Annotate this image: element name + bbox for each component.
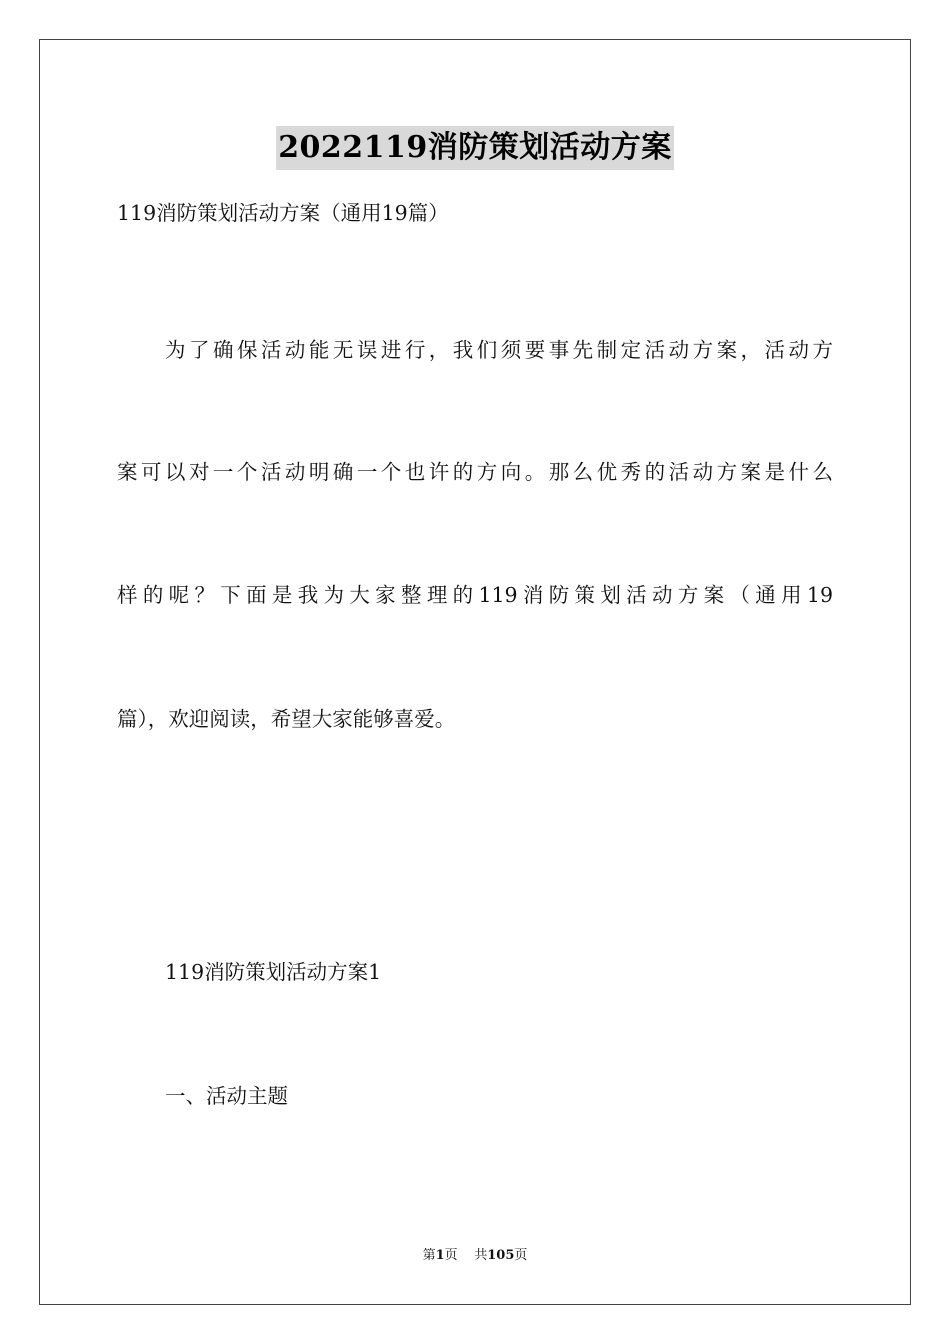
section-heading: 119消防策划活动方案1 xyxy=(165,960,382,984)
intro-line-2: 案可以对一个活动明确一个也许的方向。那么优秀的活动方案是什么 xyxy=(117,460,833,484)
footer-total-prefix: 共 xyxy=(474,1248,488,1263)
page-border xyxy=(39,39,911,1305)
title-container xyxy=(0,126,950,170)
footer-page-number: 1 xyxy=(435,1248,445,1263)
footer-page-prefix: 第 xyxy=(422,1248,436,1263)
intro-line-1: 为了确保活动能无误进行，我们须要事先制定活动方案，活动方 xyxy=(165,338,833,362)
footer-page-suffix: 页 xyxy=(444,1248,458,1263)
subheading: 一、活动主题 xyxy=(165,1084,288,1108)
document-subtitle: 119消防策划活动方案（通用19篇） xyxy=(117,201,449,225)
document-title: 2022119消防策划活动方案 xyxy=(276,126,674,170)
intro-line-3: 样的呢？下面是我为大家整理的119消防策划活动方案（通用19 xyxy=(117,583,833,607)
footer-total-suffix: 页 xyxy=(514,1248,528,1263)
intro-line-4: 篇），欢迎阅读，希望大家能够喜爱。 xyxy=(117,707,456,731)
page-footer xyxy=(0,1246,950,1266)
footer-total-pages: 105 xyxy=(487,1248,515,1263)
